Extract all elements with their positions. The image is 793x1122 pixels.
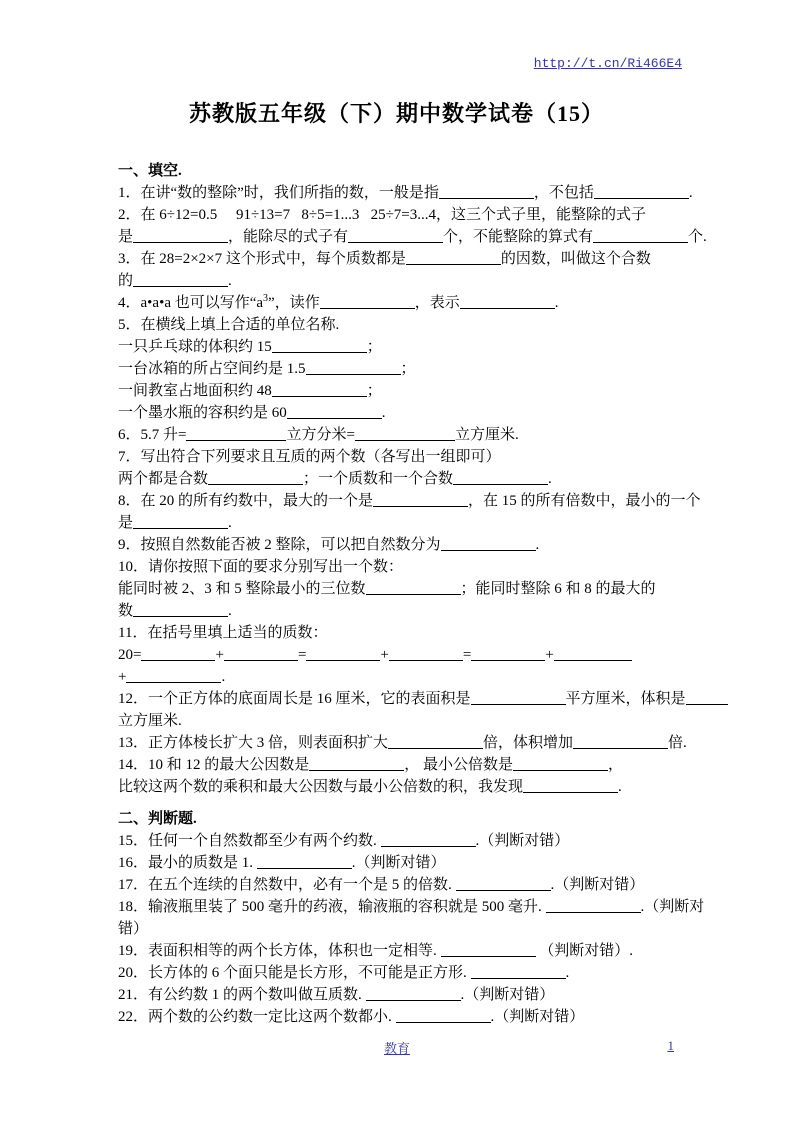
answer-blank	[554, 648, 632, 661]
answer-blank	[471, 648, 545, 661]
line-text: 一台冰箱的所占空间约是 1.5	[118, 361, 306, 377]
line-text: 3．在 28=2×2×7 这个形式中，每个质数都是	[118, 251, 406, 267]
section-heading: 一、填空.	[118, 163, 182, 179]
line-text: .	[381, 405, 386, 421]
document-line	[118, 336, 676, 358]
document-line	[118, 512, 676, 534]
answer-blank	[348, 230, 443, 243]
answer-blank	[133, 274, 228, 287]
document-line	[118, 1006, 676, 1028]
line-text: 5．在横线上填上合适的单位名称.	[118, 317, 340, 333]
line-text: 立方厘米.	[118, 713, 182, 729]
line-text: 20=	[118, 647, 142, 663]
answer-blank	[441, 538, 536, 551]
line-text: .（判断对错）	[351, 855, 446, 871]
line-text: 是	[118, 515, 134, 531]
line-text: ，表示	[414, 295, 460, 311]
line-text: 立方分米=	[286, 427, 355, 443]
answer-blank	[573, 736, 668, 749]
document-line	[118, 270, 676, 292]
section-heading: 二、判断题.	[118, 811, 197, 827]
document-line	[118, 754, 676, 776]
line-text: 22．两个数的公约数一定比这两个数都小.	[118, 1009, 396, 1025]
line-text: 14．10 和 12 的最大公因数是	[118, 757, 310, 773]
answer-blank	[224, 648, 298, 661]
answer-blank	[460, 296, 555, 309]
answer-blank	[272, 340, 367, 353]
document-body	[118, 160, 707, 1028]
line-text: 的因数，叫做这个合数	[500, 251, 651, 267]
answer-blank	[388, 736, 483, 749]
answer-blank	[513, 758, 608, 771]
line-text: ，在 15 的所有倍数中，最小的一个	[468, 493, 701, 509]
document-section	[118, 808, 705, 1028]
answer-blank	[471, 966, 566, 979]
document-line	[118, 534, 676, 556]
document-line	[118, 940, 676, 962]
answer-blank	[320, 296, 415, 309]
line-text: =	[462, 647, 472, 663]
answer-blank	[453, 472, 548, 485]
page-number-link[interactable]: 1	[667, 1038, 674, 1053]
page-title: 苏教版五年级（下）期中数学试卷（15）	[188, 101, 604, 126]
line-text: 数	[118, 603, 134, 619]
line-text: .（判断对	[640, 899, 705, 915]
document-line	[118, 248, 676, 270]
answer-blank	[366, 582, 461, 595]
line-text: =	[297, 647, 307, 663]
document-line	[118, 292, 676, 314]
line-text: 倍，体积增加	[483, 735, 574, 751]
line-text: ，不包括	[533, 185, 594, 201]
line-text: .	[618, 779, 622, 795]
document-line	[118, 732, 687, 754]
line-text: （判断对错）.	[535, 943, 634, 959]
line-text: .	[228, 515, 232, 531]
line-text: .	[548, 471, 552, 487]
line-text: 16．最小的质数是 1.	[118, 855, 257, 871]
answer-blank	[306, 362, 401, 375]
line-text: 一间教室占地面积约 48	[118, 383, 272, 399]
document-line	[118, 852, 676, 874]
line-text: 12．一个正方体的底面周长是 16 厘米，它的表面积是	[118, 691, 471, 707]
line-text: 一个墨水瓶的容积约是 60	[118, 405, 287, 421]
document-line	[118, 556, 676, 578]
answer-blank	[686, 692, 728, 705]
document-line	[118, 490, 701, 512]
line-text: 11．在括号里填上适当的质数：	[118, 625, 328, 641]
line-text: ；	[366, 339, 382, 355]
line-text: 个.	[688, 229, 707, 245]
header-url-link[interactable]: http://t.cn/Ri466E4	[533, 56, 682, 71]
document-line	[118, 666, 676, 688]
line-text: 个，不能整除的算式有	[443, 229, 594, 245]
line-text: ， 最小公倍数是	[404, 757, 514, 773]
line-text: ，能除尽的式子有	[228, 229, 349, 245]
line-text: .	[228, 603, 232, 619]
line-text: 18．输液瓶里装了 500 毫升的药液，输液瓶的容积就是 500 毫升.	[118, 899, 546, 915]
line-text: .	[221, 669, 226, 685]
answer-blank	[366, 988, 461, 1001]
line-text: .（判断对错）	[490, 1009, 585, 1025]
answer-blank	[306, 648, 380, 661]
answer-blank	[309, 758, 404, 771]
line-text: +	[215, 647, 224, 663]
line-text: ，	[608, 757, 624, 773]
line-text: .	[535, 537, 540, 553]
line-text: 15．任何一个自然数都至少有两个约数.	[118, 833, 381, 849]
line-text: 6．5.7 升=	[118, 427, 187, 443]
document-line	[118, 962, 676, 984]
document-line	[118, 468, 676, 490]
answer-blank	[456, 878, 551, 891]
line-text: 是	[118, 229, 134, 245]
line-text: 2．在 6÷12=0.5 91÷13=7 8÷5=1...3 25÷7=3...4，这三个式子里，能整除的式子	[118, 207, 647, 223]
document-line	[118, 446, 676, 468]
answer-blank	[593, 230, 688, 243]
answer-blank	[272, 384, 367, 397]
document-line	[118, 918, 676, 940]
line-text: .（判断对错）	[550, 877, 645, 893]
answer-blank	[471, 692, 566, 705]
line-text: 17．在五个连续的自然数中，必有一个是 5 的倍数.	[118, 877, 456, 893]
line-text: 10．请你按照下面的要求分别写出一个数：	[118, 559, 404, 575]
line-text: 7．写出符合下列要求且互质的两个数（各写出一组即可）	[118, 449, 501, 465]
line-text: 19．表面积相等的两个长方体，体积也一定相等.	[118, 943, 441, 959]
answer-blank	[441, 944, 536, 957]
document-line	[118, 600, 676, 622]
answer-blank	[287, 406, 382, 419]
line-text: ；能同时整除 6 和 8 的最大的	[460, 581, 656, 597]
line-text: .	[688, 185, 693, 201]
line-text: 20．长方体的 6 个面只能是长方形，不可能是正方形.	[118, 965, 471, 981]
answer-blank	[523, 780, 618, 793]
line-text: +	[380, 647, 389, 663]
line-text: ；	[366, 383, 382, 399]
line-text: 能同时被 2、3 和 5 整除最小的三位数	[118, 581, 366, 597]
line-text: 13．正方体棱长扩大 3 倍，则表面积扩大	[118, 735, 389, 751]
answer-blank	[133, 604, 228, 617]
document-line	[118, 204, 676, 226]
line-text: 两个都是合数	[118, 471, 209, 487]
line-text: 错）	[118, 921, 149, 937]
answer-blank	[186, 428, 286, 441]
answer-blank	[355, 428, 455, 441]
line-text: 21．有公约数 1 的两个数叫做互质数.	[118, 987, 366, 1003]
document-line	[118, 314, 676, 336]
document-line	[118, 578, 676, 600]
document-line	[118, 688, 686, 710]
line-text: .（判断对错）	[460, 987, 555, 1003]
line-text: 4．a•a•a 也可以写作“a	[118, 295, 264, 311]
line-text: 立方厘米.	[454, 427, 519, 443]
line-text: ；一个质数和一个合数	[303, 471, 454, 487]
document-line	[118, 182, 693, 204]
answer-blank	[208, 472, 303, 485]
document-line	[118, 710, 676, 732]
document-line	[118, 402, 676, 424]
document-line	[118, 380, 676, 402]
answer-blank	[133, 516, 228, 529]
document-line	[118, 424, 676, 446]
line-text: 的	[118, 273, 134, 289]
document-line	[118, 226, 707, 248]
answer-blank	[141, 648, 215, 661]
document-line	[118, 776, 676, 798]
answer-blank	[396, 1010, 491, 1023]
line-text: 一只乒乓球的体积约 15	[118, 339, 272, 355]
line-text: 平方厘米，体积是	[565, 691, 686, 707]
answer-blank	[381, 834, 476, 847]
line-text: +	[545, 647, 554, 663]
answer-blank	[546, 900, 641, 913]
answer-blank	[594, 186, 689, 199]
answer-blank	[406, 252, 501, 265]
line-text: .	[228, 273, 232, 289]
answer-blank	[257, 856, 352, 869]
document-section	[118, 160, 707, 798]
document-line	[118, 874, 676, 896]
line-text: +	[118, 669, 127, 685]
line-text: ”，读作	[268, 295, 320, 311]
line-text: .（判断对错）	[475, 833, 570, 849]
document-line	[118, 644, 676, 666]
line-text: 1．在讲“数的整除”时，我们所指的数，一般是指	[118, 185, 439, 201]
line-text: .	[565, 965, 570, 981]
answer-blank	[126, 670, 221, 683]
document-line	[118, 830, 676, 852]
answer-blank	[439, 186, 534, 199]
document-line	[118, 984, 676, 1006]
document-line	[118, 896, 705, 918]
answer-blank	[373, 494, 468, 507]
line-text: .	[554, 295, 559, 311]
line-text: 比较这两个数的乘积和最大公因数与最小公倍数的积，我发现	[118, 779, 524, 795]
line-text: ；	[400, 361, 416, 377]
line-text: 9．按照自然数能否被 2 整除，可以把自然数分为	[118, 537, 441, 553]
answer-blank	[389, 648, 463, 661]
line-text: 倍.	[668, 735, 687, 751]
document-line	[118, 358, 676, 380]
answer-blank	[133, 230, 228, 243]
page-footer	[118, 1038, 676, 1057]
footer-education-link[interactable]: 教育	[383, 1041, 410, 1056]
line-text: 8．在 20 的所有约数中，最大的一个是	[118, 493, 374, 509]
superscript-text: 3	[263, 293, 269, 304]
document-line	[118, 622, 676, 644]
